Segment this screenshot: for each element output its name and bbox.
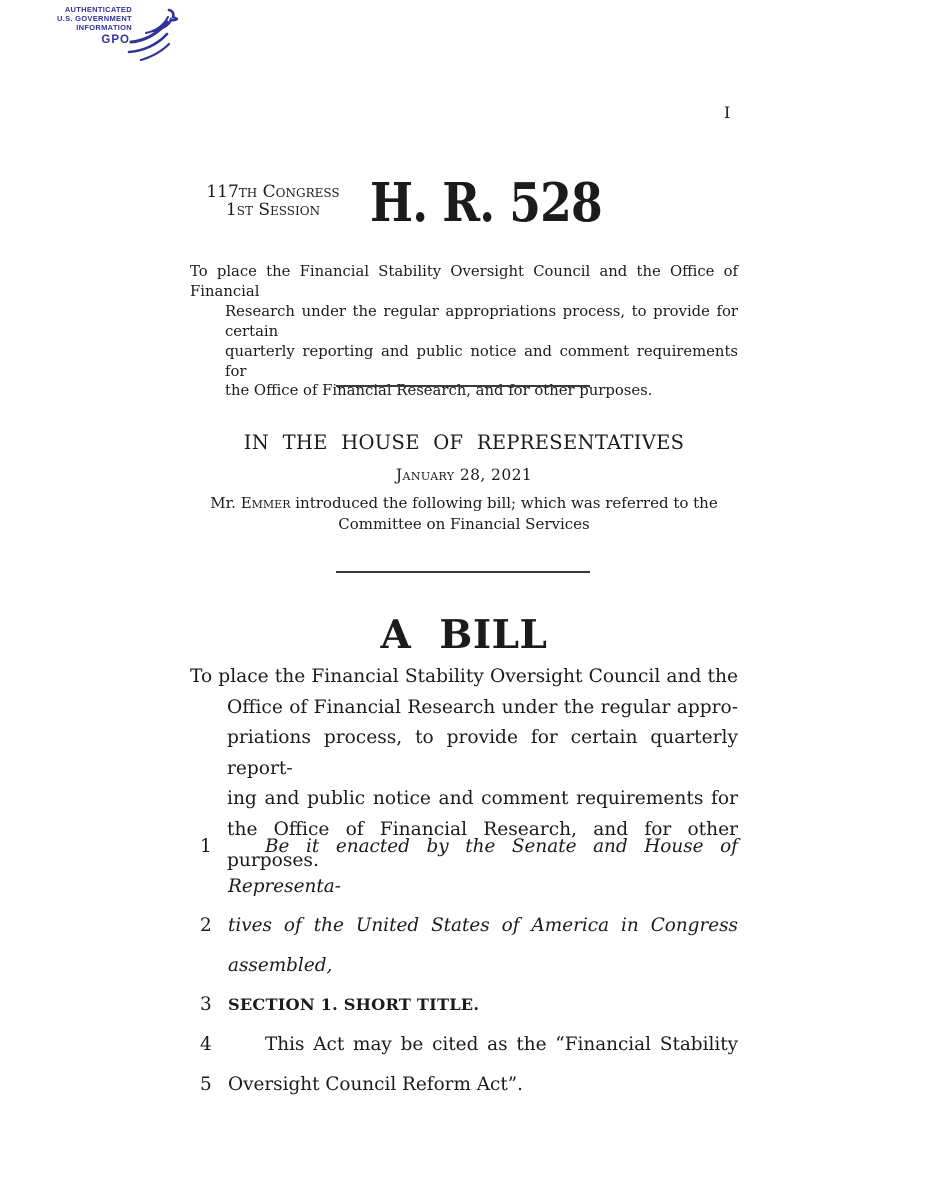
bill-body — [190, 827, 738, 1104]
official-title-line: the Office of Financial Research, and for other purposes. — [225, 382, 653, 400]
congress-session-block — [190, 183, 356, 219]
gpo-logo-line: U.S. GOVERNMENT — [57, 14, 132, 23]
official-title — [190, 262, 738, 401]
long-title-line: To place the Financial Stability Oversight Council and the — [190, 666, 738, 687]
chamber-heading: IN THE HOUSE OF REPRESENTATIVES — [243, 431, 685, 454]
session-label: 1st Session — [225, 200, 321, 220]
separator-rule — [336, 385, 590, 387]
section-heading: SECTION 1. SHORT TITLE. — [228, 995, 480, 1015]
sponsor-committee-line — [184, 493, 744, 534]
sponsor-prefix: Mr. — [210, 494, 241, 512]
long-title-line: Office of Financial Research under the regular appro- — [227, 696, 738, 718]
line-number: 1 — [200, 836, 212, 857]
bill-text-line — [190, 1025, 738, 1065]
official-title-line: To place the Financial Stability Oversight Council and the Office of Financial — [190, 263, 738, 300]
gpo-eagle-icon — [126, 7, 178, 61]
line-number: 5 — [200, 1073, 212, 1095]
gpo-logo — [57, 5, 178, 61]
bill-text-line — [190, 827, 738, 906]
introduction-date: January 28, 2021 — [395, 466, 533, 484]
line-number: 3 — [200, 994, 212, 1016]
gpo-logo-line: AUTHENTICATED — [64, 5, 132, 14]
long-title-line: priations process, to provide for certain quarterly report- — [227, 727, 738, 779]
long-title-line: ing and public notice and comment requirements for — [227, 788, 738, 810]
gpo-logo-text — [57, 5, 132, 46]
official-title-line: quarterly reporting and public notice and comment requirements for — [225, 342, 738, 380]
bill-text-line — [190, 985, 738, 1025]
line-text: Oversight Council Reform Act”. — [228, 1073, 523, 1095]
line-number: 4 — [200, 1033, 212, 1055]
congress-label: 117th Congress — [206, 182, 340, 202]
line-text: This Act may be cited as the “Financial Stability — [265, 1033, 738, 1055]
bill-number: H. R. 528 — [370, 172, 602, 234]
line-text: Be it enacted by the Senate and House of Representa- — [228, 836, 738, 897]
gpo-abbr-label: GPO — [101, 34, 130, 46]
official-title-line: Research under the regular appropriations process, to provide for certain — [225, 302, 738, 340]
referral-text: introduced the following bill; which was referred to the Committee on Financial Services — [290, 494, 718, 533]
separator-rule — [336, 571, 590, 573]
long-title-line: the Office of Financial Research, and for other purposes. — [227, 818, 738, 871]
line-text: tives of the United States of America in Congress assembled, — [228, 915, 738, 976]
bill-heading: A BILL — [380, 612, 548, 658]
gpo-logo-line: INFORMATION — [76, 23, 132, 32]
bill-text-line — [190, 1065, 738, 1105]
line-number: 2 — [200, 915, 212, 937]
bill-text-line — [190, 906, 738, 985]
page-number: I — [724, 103, 731, 122]
sponsor-name: Emmer — [240, 494, 291, 512]
